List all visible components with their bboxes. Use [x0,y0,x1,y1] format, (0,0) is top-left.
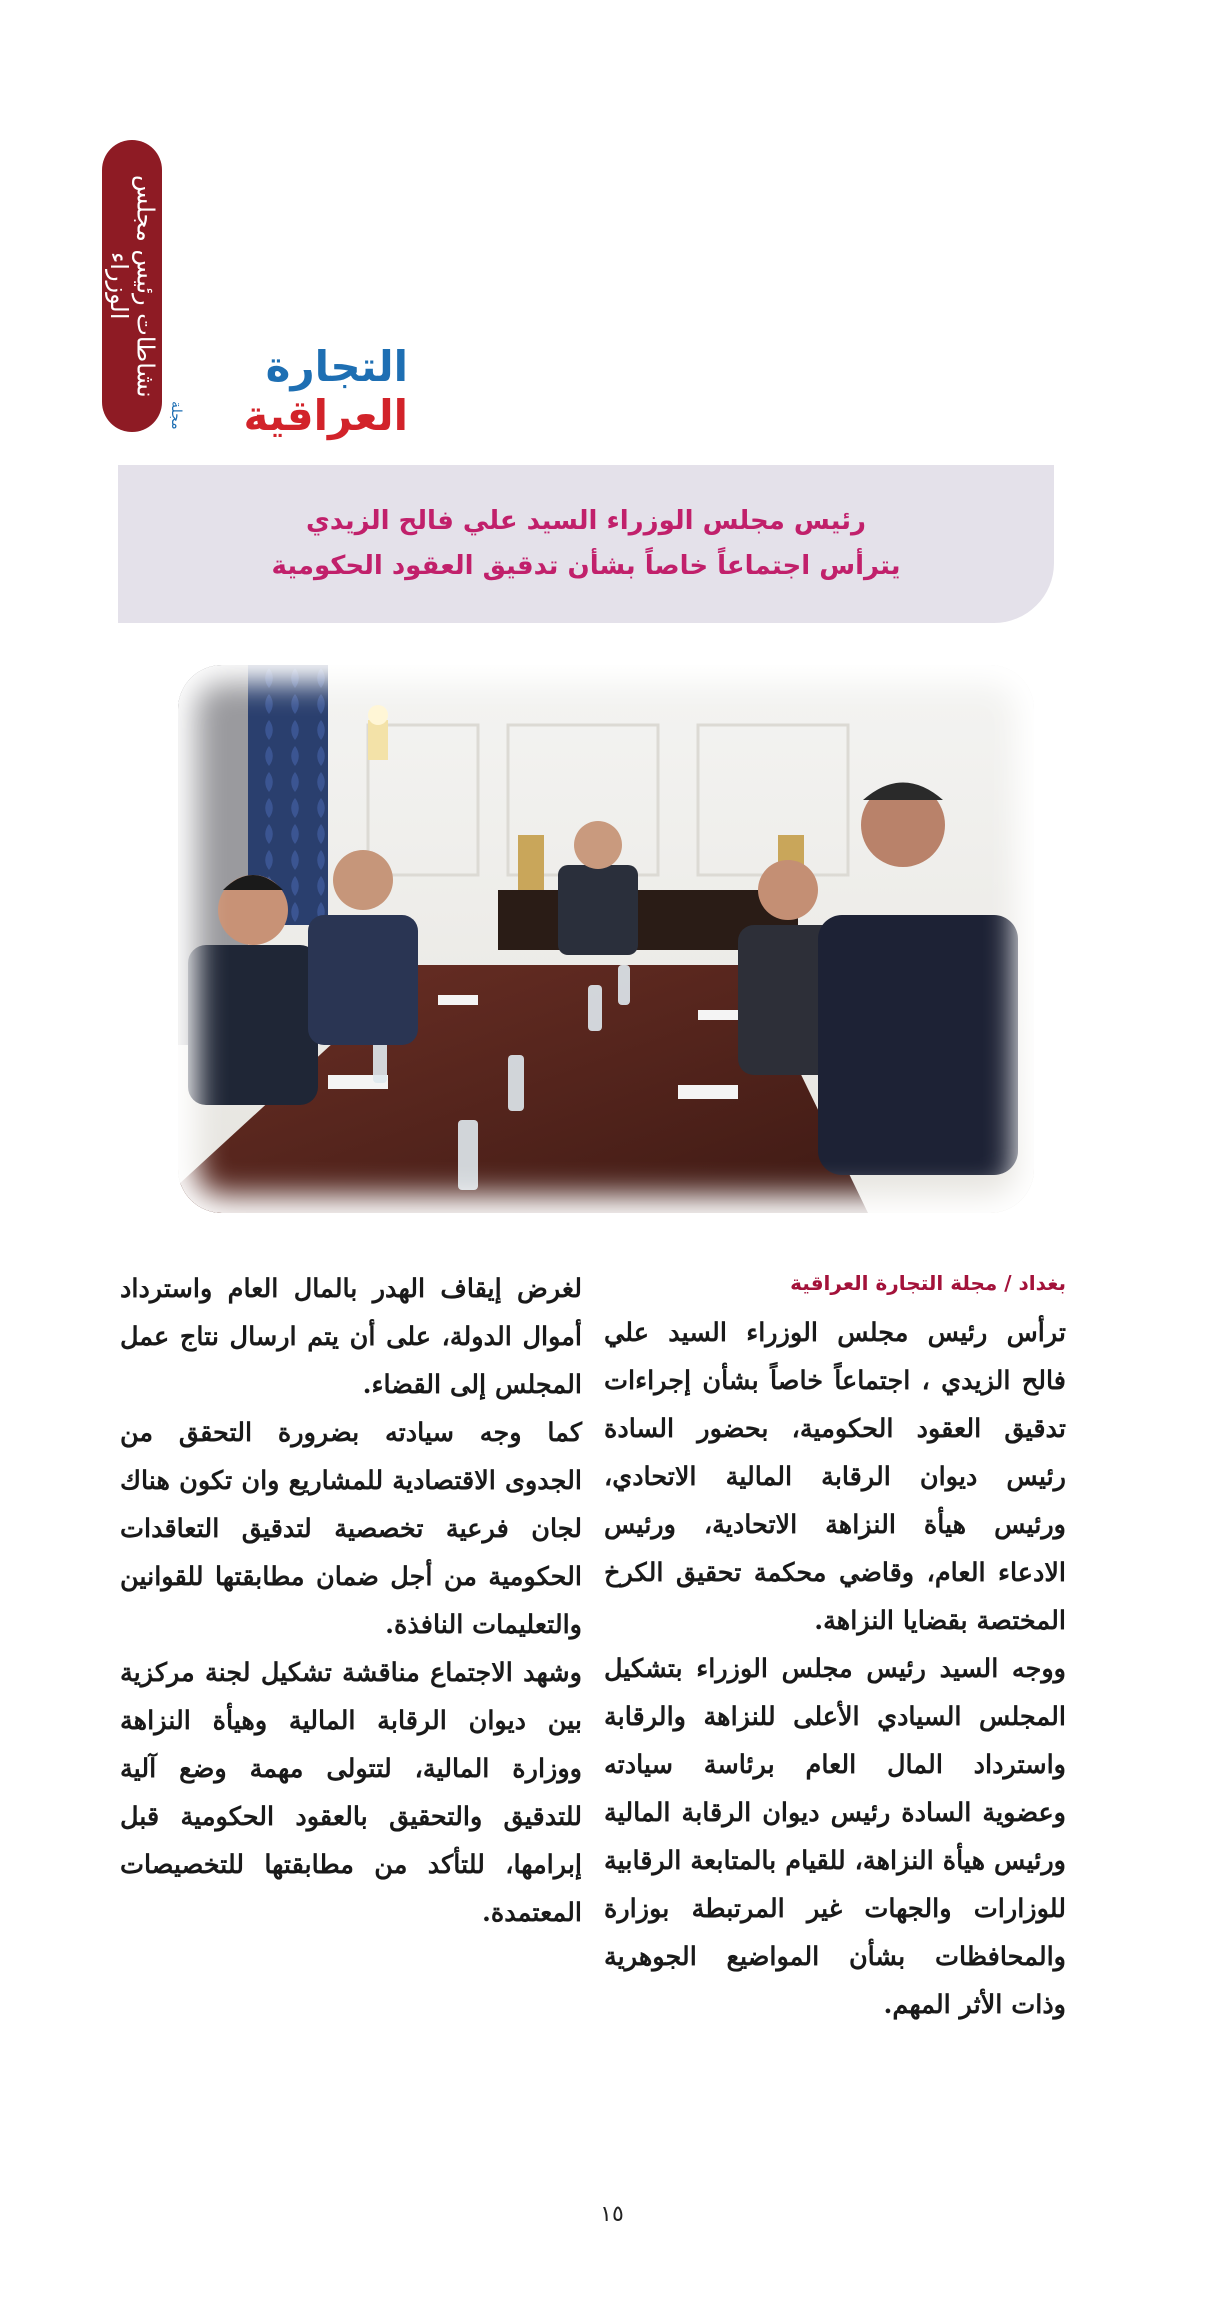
title-banner [118,465,1054,623]
article-column-left [120,1265,582,1937]
title-line-1: رئيس مجلس الوزراء السيد علي فالح الزيدي [306,505,866,536]
logo-title: التجارة العراقية [243,342,408,440]
section-tab-label: نشاطات رئيس مجلس الوزراء [105,174,160,398]
meeting-photo-illustration [178,665,1034,1213]
article-paragraph-2: ووجه السيد رئيس مجلس الوزراء بتشكيل المجلس السيادي الأعلى للنزاهة والرقابة واسترداد المال العام برئاسة سيادته وعضوية السادة رئيس ديوان الرقابة المالية ورئيس هيأة النزاهة، للقيام بالمتابعة الرقابية للوزارات والجهات غير المرتبطة بوزارة والمحافظات بشأن المواضيع الجوهرية وذات الأثر المهم. [604,1654,1066,2020]
article-column-right [604,1265,1066,2029]
article-paragraph-1: ترأس رئيس مجلس الوزراء السيد علي فالح الزيدي ، اجتماعاً خاصاً بشأن إجراءات تدقيق العقود الحكومية، بحضور السادة رئيس ديوان الرقابة المالية الاتحادي، ورئيس هيأة النزاهة الاتحادية، ورئيس الادعاء العام، وقاضي محكمة تحقيق الكرخ المختصة بقضايا النزاهة. [604,1318,1066,1636]
magazine-logo [168,342,408,440]
page-number: ١٥ [600,2202,624,2227]
meeting-photo [178,665,1034,1213]
article-paragraph-4: كما وجه سيادته بضرورة التحقق من الجدوى الاقتصادية للمشاريع وان تكون هناك لجان فرعية تخصصية لتدقيق التعاقدات الحكومية من أجل ضمان مطابقتها للقوانين والتعليمات النافذة. [120,1418,582,1640]
article-paragraph-3: لغرض إيقاف الهدر بالمال العام واسترداد أموال الدولة، على أن يتم ارسال نتاج عمل المجلس إلى القضاء. [120,1274,582,1400]
section-tab [102,140,162,432]
logo-small-label: مجلة [168,401,184,430]
article-paragraph-5: وشهد الاجتماع مناقشة تشكيل لجنة مركزية بين ديوان الرقابة المالية وهيأة النزاهة ووزارة المالية، لتتولى مهمة وضع آلية للتدقيق والتحقيق بالعقود الحكومية قبل إبرامها، للتأكد من مطابقتها للتخصيصات المعتمدة. [120,1658,582,1928]
dateline: بغداد / مجلة التجارة العراقية [790,1271,1066,1295]
title-line-2: يترأس اجتماعاً خاصاً بشأن تدقيق العقود الحكومية [271,551,901,581]
